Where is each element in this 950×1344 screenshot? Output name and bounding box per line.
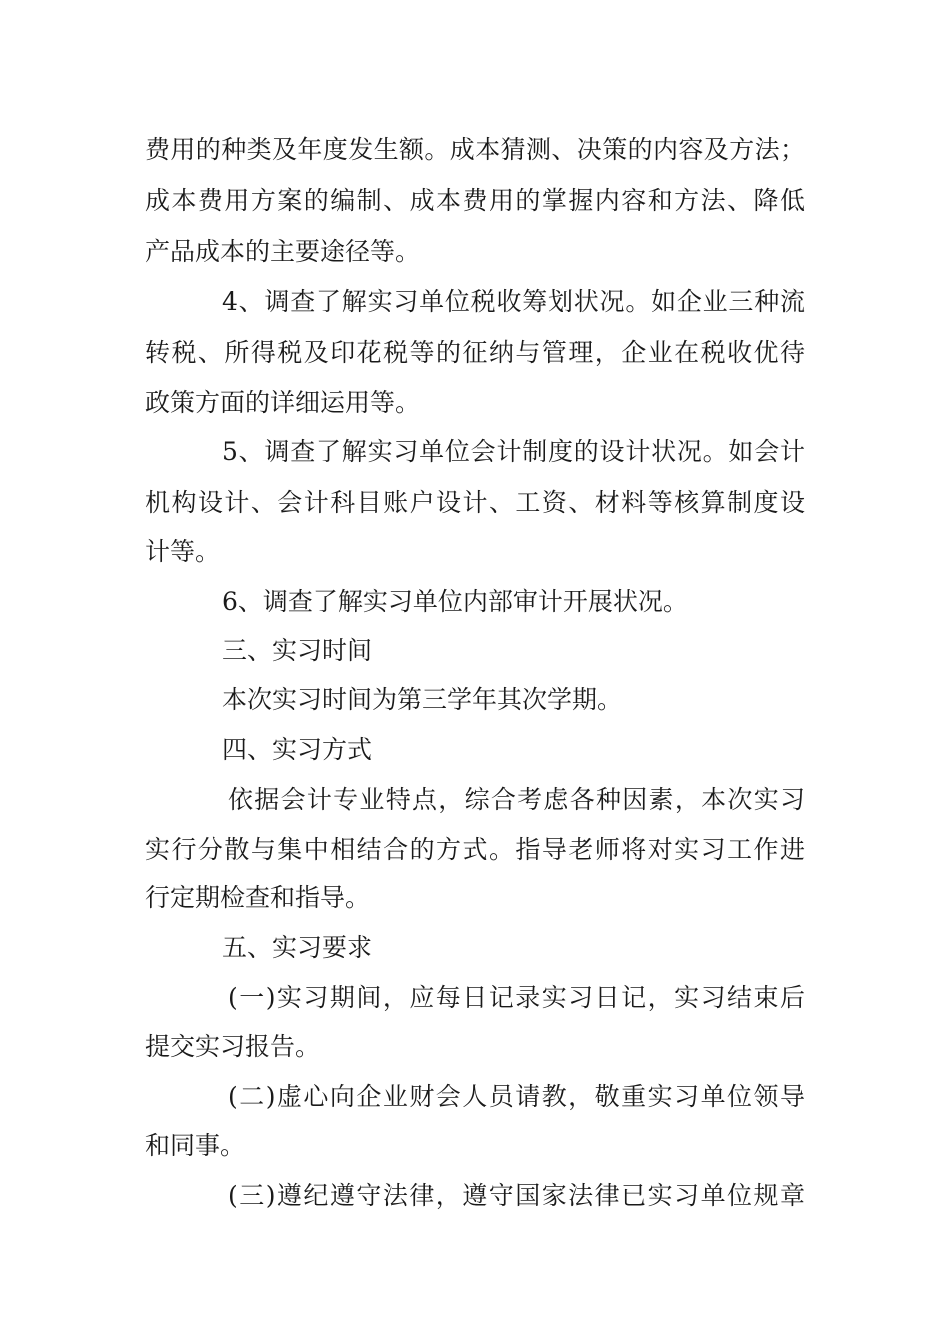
body-line: (二)虚心向企业财会人员请教，敬重实习单位领导 [228,1082,805,1111]
body-line: 实行分散与集中相结合的方式。指导老师将对实习工作进 [145,835,805,864]
body-line: 提交实习报告。 [145,1032,321,1061]
body-line: 6、调查了解实习单位内部审计开展状况。 [222,587,688,616]
body-line: 4、调查了解实习单位税收筹划状况。如企业三种流 [222,287,805,316]
section-heading: 五、实习要求 [222,933,373,962]
body-line: 费用的种类及年度发生额。成本猜测、决策的内容及方法； [145,135,805,164]
body-line: 5、调查了解实习单位会计制度的设计状况。如会计 [222,437,805,466]
section-heading: 四、实习方式 [222,735,373,764]
body-line: 行定期检查和指导。 [145,883,371,912]
body-line: 成本费用方案的编制、成本费用的掌握内容和方法、降低 [145,186,805,215]
body-line: 本次实习时间为第三学年其次学期。 [222,685,623,714]
body-line: (一)实习期间，应每日记录实习日记，实习结束后 [228,983,805,1012]
body-line: (三)遵纪遵守法律，遵守国家法律已实习单位规章 [228,1181,805,1210]
body-line: 依据会计专业特点，综合考虑各种因素，本次实习 [228,785,805,814]
body-line: 产品成本的主要途径等。 [145,237,421,266]
section-heading: 三、实习时间 [222,636,373,665]
body-line: 政策方面的详细运用等。 [145,388,421,417]
body-line: 转税、所得税及印花税等的征纳与管理，企业在税收优待 [145,338,805,367]
body-line: 和同事。 [145,1131,246,1160]
body-line: 机构设计、会计科目账户设计、工资、材料等核算制度设 [145,488,805,517]
body-line: 计等。 [145,537,221,566]
